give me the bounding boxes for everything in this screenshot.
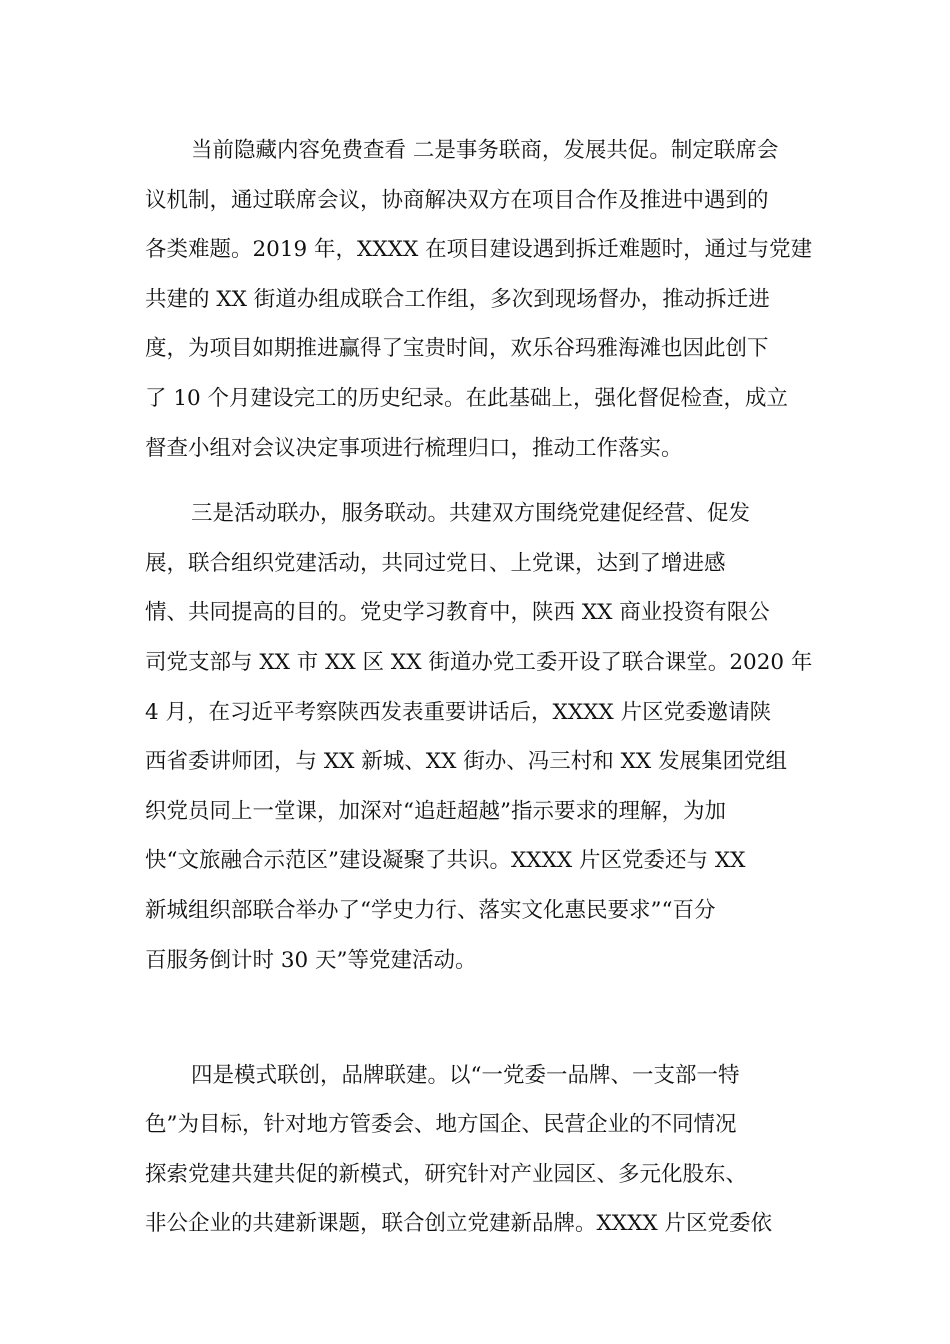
text-line: 4 月，在习近平考察陕西发表重要讲话后，XXXX 片区党委邀请陕 (145, 699, 772, 725)
text-line: 各类难题。2019 年，XXXX 在项目建设遇到拆迁难题时，通过与党建 (145, 237, 813, 263)
text-line: 了 10 个月建设完工的历史纪录。在此基础上，强化督促检查，成立 (145, 385, 789, 411)
text-line (145, 985, 807, 1035)
text-line: 展，联合组织党建活动，共同过党日、上党课，达到了增进感 (145, 550, 726, 576)
text-line: 探索党建共建共促的新模式，研究针对产业园区、多元化股东、 (145, 1161, 748, 1187)
paragraph-affairs-consultation (145, 126, 813, 473)
document-body (145, 126, 813, 1249)
text-line: 色”为目标，针对地方管委会、地方国企、民营企业的不同情况 (145, 1112, 737, 1138)
paragraph-joint-activities (145, 489, 813, 1035)
text-line: 三是活动联办，服务联动。共建双方围绕党建促经营、促发 (191, 501, 751, 527)
text-line: 情、共同提高的目的。党史学习教育中，陕西 XX 商业投资有限公 (145, 600, 770, 626)
text-line: 当前隐藏内容免费查看 二是事务联商，发展共促。制定联席会 (191, 138, 779, 163)
text-line: 议机制，通过联席会议，协商解决双方在项目合作及推进中遇到的 (145, 187, 769, 213)
text-line: 百服务倒计时 30 天”等党建活动。 (145, 947, 477, 973)
text-line: 快“文旅融合示范区”建设凝聚了共识。XXXX 片区党委还与 XX (145, 848, 746, 874)
text-line: 非公企业的共建新课题，联合创立党建新品牌。XXXX 片区党委依 (145, 1211, 773, 1237)
text-line: 司党支部与 XX 市 XX 区 XX 街道办党工委开设了联合课堂。2020 年 (145, 649, 813, 675)
text-line: 度，为项目如期推进赢得了宝贵时间，欢乐谷玛雅海滩也因此创下 (145, 336, 769, 362)
paragraph-model-brand (145, 1051, 807, 1249)
text-line: 督查小组对会议决定事项进行梳理归口，推动工作落实。 (145, 435, 683, 461)
text-line: 织党员同上一堂课，加深对“追赶超越”指示要求的理解，为加 (145, 798, 726, 824)
text-line: 西省委讲师团，与 XX 新城、XX 街办、冯三村和 XX 发展集团党组 (145, 749, 788, 775)
text-line: 共建的 XX 街道办组成联合工作组，多次到现场督办，推动拆迁进 (145, 286, 770, 312)
text-line: 新城组织部联合举办了“学史力行、落实文化惠民要求”“百分 (145, 897, 716, 923)
text-line: 四是模式联创，品牌联建。以“一党委一品牌、一支部一特 (191, 1062, 740, 1088)
paragraph-spacer (145, 473, 807, 489)
paragraph-spacer (145, 1035, 807, 1051)
